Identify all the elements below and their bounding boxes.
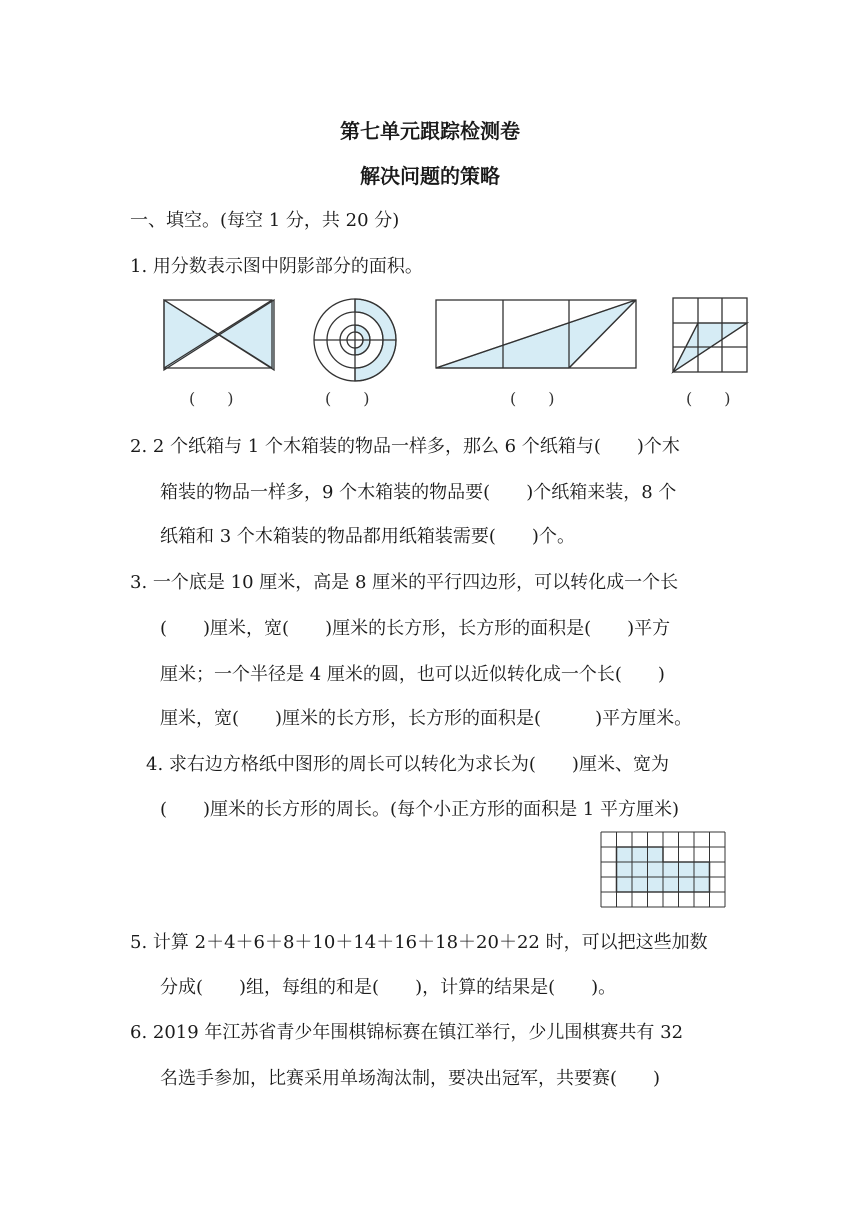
page-title: 第七单元跟踪检测卷 (340, 119, 520, 143)
question-4-line-2: ( )厘米的长方形的周长。(每个小正方形的面积是 1 平方厘米) (160, 799, 679, 820)
figure-grid-triangle (673, 298, 749, 374)
section-heading: 一、填空。(每空 1 分，共 20 分) (130, 210, 400, 231)
question-1-text: 1. 用分数表示图中阴影部分的面积。 (130, 256, 423, 277)
answer-blank-1[interactable]: ( ) (189, 389, 234, 408)
question-2-line-2: 箱装的物品一样多，9 个木箱装的物品要( )个纸箱来装，8 个 (160, 482, 677, 503)
question-5-line-1: 5. 计算 2＋4＋6＋8＋10＋14＋16＋18＋20＋22 时，可以把这些加数 (130, 932, 708, 953)
question-6-line-2: 名选手参加，比赛采用单场淘汰制，要决出冠军，共要赛( ) (160, 1068, 661, 1089)
page-subtitle: 解决问题的策略 (360, 164, 500, 188)
figure-concentric-circles (313, 298, 397, 382)
question-3-line-3: 厘米；一个半径是 4 厘米的圆，也可以近似转化成一个长( ) (160, 664, 665, 685)
answer-blank-4[interactable]: ( ) (686, 389, 731, 408)
question-4-line-1: 4. 求右边方格纸中图形的周长可以转化为求长为( )厘米、宽为 (146, 754, 669, 775)
answer-blank-2[interactable]: ( ) (325, 389, 370, 408)
figure-rectangle-diagonals (164, 300, 274, 370)
question-3-line-4: 厘米，宽( )厘米的长方形，长方形的面积是( )平方厘米。 (160, 708, 693, 729)
question-6-line-1: 6. 2019 年江苏省青少年围棋锦标赛在镇江举行，少儿围棋赛共有 32 (130, 1022, 684, 1043)
question-5-line-2: 分成( )组，每组的和是( )，计算的结果是( )。 (160, 977, 617, 998)
question-2-line-3: 纸箱和 3 个木箱装的物品都用纸箱装需要( )个。 (160, 526, 575, 547)
question-3-line-1: 3. 一个底是 10 厘米，高是 8 厘米的平行四边形，可以转化成一个长 (130, 572, 679, 593)
question-3-line-2: ( )厘米，宽( )厘米的长方形，长方形的面积是( )平方 (160, 618, 671, 639)
answer-blank-3[interactable]: ( ) (510, 389, 555, 408)
figure-triple-rectangle (436, 300, 638, 370)
figure-grid-shape (601, 832, 727, 909)
question-2-line-1: 2. 2 个纸箱与 1 个木箱装的物品一样多，那么 6 个纸箱与( )个木 (130, 436, 680, 457)
